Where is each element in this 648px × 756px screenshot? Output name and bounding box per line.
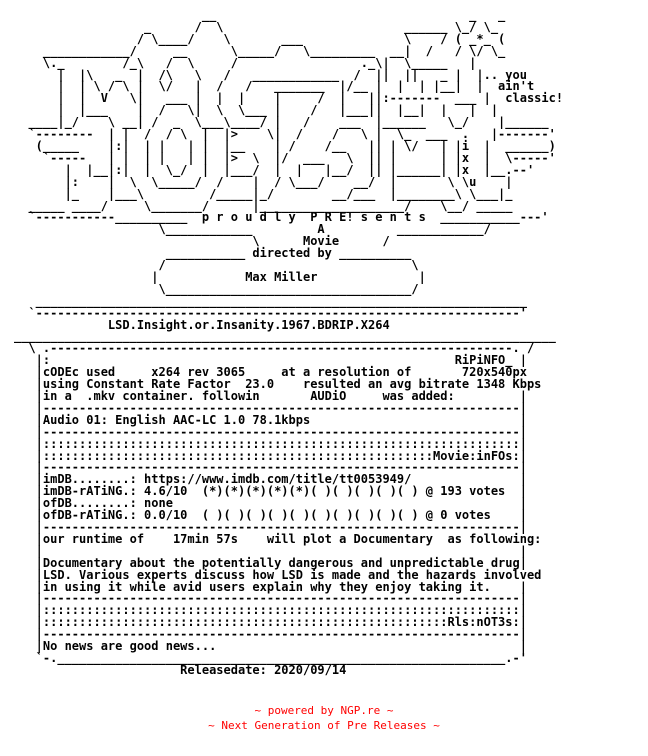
nfo-ascii-art: __ _ _ _ / \ ______ \_/ \_ / \____/ \ ___ \ / ( _*_ ( ____________/ __ \_____/ \_________ __| / / \/ \_ \._ /_\ / \ / ._\| \_____ | | |\ _ | /\ \ / ____________ / || || _ | |.. you | | \ / \ | \/ | / / _______ |/__ | | | |__| | ain't | | V \| ___ | | | | / | ||:------- ___ | classic! | |___ | / \| \ \___ | / |___|| |__| | | | ____|_/ \ __| / _ \___\____/ | / ___ |______ \_/ |______ `-------- | | / / \ | |> \| / / \ | \_ ___ . |-------' (_____ |:| | | | | |__ | / /__ || | \/ | |i | ______) `----- | | | | | | |> \ |/ ___ \ || | | |x | \-----' | |__|:| | \_/ | |___/ | | |__/ || |______| |x |__.--' |: | \ \_____/ / | / \___/ __/ | \ \u | |_ |___\ /_____|_/ __/___ |________\ \___|_ _____ ____/ \_______/ |____________________/ \__/ _____ `-----------__________ p r o u d l y P R E! s e n t s ___________---' \____________ A ____________/ \ Movie / ___________ directed by __________ / \ | Max Miller | \__________________________________/ ____________________________________________________________________ `-------------------------------------------------------------------' LSD.Insight.or.Insanity.1967.BDRIP.X264 ___________________________________________________________________________ \ .----------------------------------------------------------------. / |: RiPiNFO_ | |cODEc used x264 rev 3065 at a resolution of 720x540px |using Constant Rate Factor 23.0 resulted an avg bitrate 1348 Kbps |in a .mkv container. followin AUDiO was added: | |------------------------------------------------------------------| |Audio 01: English AAC-LC 1.0 78.1kbps | |------------------------------------------------------------------| |::::::::::::::::::::::::::::::::::::::::::::::::::::::::::::::::::| |::::::::::::::::::::::::::::::::::::::::::::::::::::::Movie:inFOs:| |------------------------------------------------------------------| |imDB........: https://www.imdb.com/title/tt0053949/ | |imDB-rATiNG.: 4.6/10 (*)(*)(*)(*)(*)( )( )( )( )( ) @ 193 votes | |ofDB........: none | |ofDB-rATiNG.: 0.0/10 ( )( )( )( )( )( )( )( )( )( ) @ 0 votes | |------------------------------------------------------------------| |our runtime of 17min 57s will plot a Documentary as following: | | |Documentary about the potentially dangerous and unpredictable drug| |LSD. Various experts discuss how LSD is made and the hazards involved |in using it while avid users explain why they enjoy taking it. | |------------------------------------------------------------------| |::::::::::::::::::::::::::::::::::::::::::::::::::::::::::::::::::| |::::::::::::::::::::::::::::::::::::::::::::::::::::::::Rls:nOT3s:| |------------------------------------------------------------------| |No news are good news... | `-.______________________________________________________________.-' Releasedate: 2020/09/14 xyxy=(14,8,564,677)
ngp-tagline-text: ~ Next Generation of Pre Releases ~ xyxy=(208,719,440,732)
footer xyxy=(0,703,648,733)
powered-by-text: ~ powered by NGP.re ~ xyxy=(254,704,394,717)
